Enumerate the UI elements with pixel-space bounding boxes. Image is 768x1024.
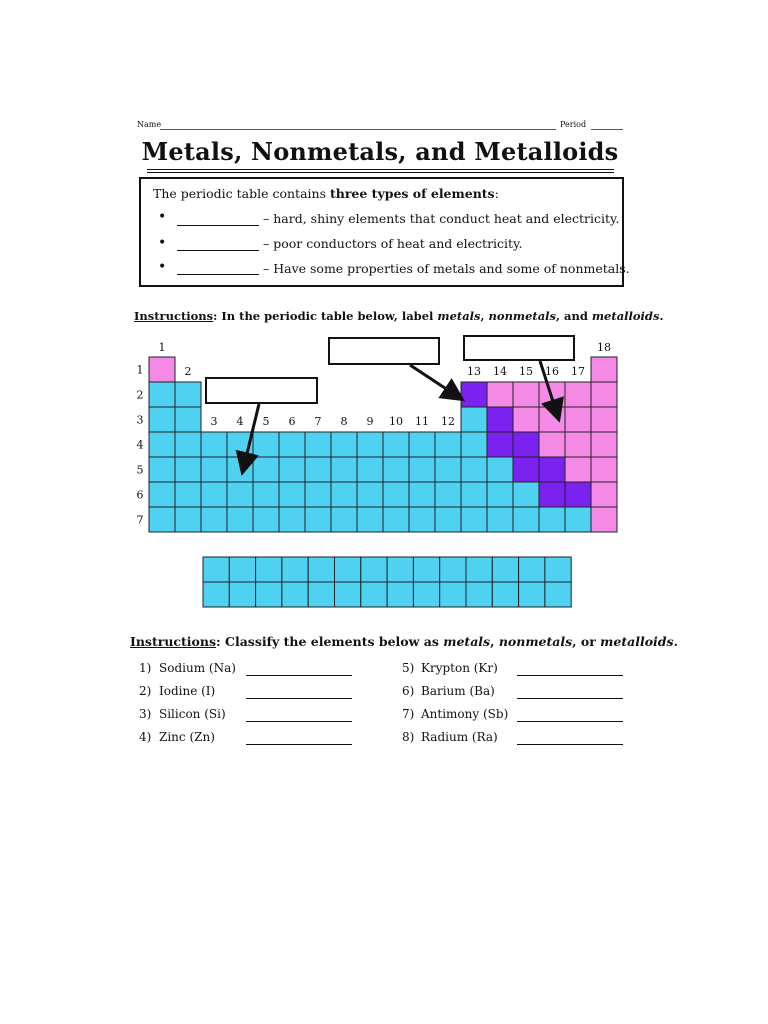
element-cell-nonmetal (591, 457, 617, 482)
element-cell-metal (487, 457, 513, 482)
f-block-cell (466, 582, 492, 607)
element-cell-metal (539, 507, 565, 532)
group-label: 4 (236, 415, 244, 428)
element-cell-metalloid (513, 432, 539, 457)
element-cell-nonmetal (487, 382, 513, 407)
f-block-cell (335, 582, 361, 607)
group-label: 8 (340, 415, 348, 428)
element-cell-nonmetal (591, 407, 617, 432)
period-label: 2 (136, 388, 144, 402)
element-cell-nonmetal (149, 357, 175, 382)
answer-line[interactable] (246, 736, 352, 745)
element-cell-metalloid (539, 457, 565, 482)
element-cell-metal (227, 507, 253, 532)
element-cell-metal (487, 482, 513, 507)
instructions-label: Instructions: Classify the elements below as metals, nonmetals, or metalloids. (130, 634, 678, 649)
element-cell-metal (383, 432, 409, 457)
answer-line[interactable] (517, 667, 623, 676)
group-label: 5 (262, 415, 270, 428)
bullet-dot: • (158, 259, 167, 275)
answer-line[interactable] (517, 690, 623, 699)
question-text: Sodium (Na) (159, 661, 236, 675)
element-cell-metalloid (539, 482, 565, 507)
group-label: 7 (314, 415, 322, 428)
element-cell-nonmetal (513, 382, 539, 407)
question-text: Silicon (Si) (159, 707, 226, 721)
element-cell-metal (461, 457, 487, 482)
element-cell-metal (383, 457, 409, 482)
element-cell-metal (149, 507, 175, 532)
group-label: 3 (210, 415, 218, 428)
element-cell-nonmetal (591, 507, 617, 532)
element-cell-metal (253, 482, 279, 507)
group-label: 10 (389, 415, 403, 428)
element-cell-metal (227, 482, 253, 507)
period-label: Period (560, 120, 587, 129)
types-intro: The periodic table contains three types of elements: (153, 186, 499, 201)
element-cell-nonmetal (565, 407, 591, 432)
element-cell-metal (331, 457, 357, 482)
f-block-cell (256, 582, 282, 607)
name-label: Name (137, 120, 162, 129)
group-label: 11 (415, 415, 429, 428)
f-block-cell (361, 582, 387, 607)
element-cell-nonmetal (565, 457, 591, 482)
f-block-cell (466, 557, 492, 582)
element-cell-metal (305, 432, 331, 457)
element-cell-nonmetal (513, 407, 539, 432)
period-label: 6 (136, 488, 144, 502)
f-block-cell (203, 582, 229, 607)
element-cell-metal (279, 507, 305, 532)
element-cell-metal (279, 432, 305, 457)
label-box-metalloids[interactable] (463, 335, 575, 361)
element-cell-nonmetal (591, 432, 617, 457)
element-cell-metal (435, 432, 461, 457)
element-cell-metal (201, 457, 227, 482)
element-cell-metal (149, 432, 175, 457)
question-number: 7) (402, 707, 415, 721)
element-cell-metal (513, 507, 539, 532)
element-cell-metalloid (461, 382, 487, 407)
element-cell-metal (175, 457, 201, 482)
instructions-label: Instructions: In the periodic table below, label metals, nonmetals, and metalloids. (134, 309, 664, 323)
element-cell-metal (383, 507, 409, 532)
f-block-cell (440, 557, 466, 582)
element-cell-metal (383, 482, 409, 507)
period-label: 5 (136, 463, 144, 477)
element-cell-metalloid (513, 457, 539, 482)
group-label: 17 (571, 365, 585, 378)
f-block-cell (413, 582, 439, 607)
element-cell-metal (331, 432, 357, 457)
element-cell-nonmetal (539, 407, 565, 432)
element-cell-metal (253, 507, 279, 532)
f-block-cell (387, 557, 413, 582)
element-cell-metal (149, 457, 175, 482)
answer-line[interactable] (517, 736, 623, 745)
group-label: 15 (519, 365, 533, 378)
element-cell-metal (461, 407, 487, 432)
element-cell-metal (513, 482, 539, 507)
bullet-text: – poor conductors of heat and electricity. (263, 236, 523, 251)
element-cell-metal (461, 507, 487, 532)
element-cell-metalloid (487, 407, 513, 432)
question-number: 1) (139, 661, 152, 675)
element-cell-nonmetal (591, 482, 617, 507)
f-block-cell (413, 557, 439, 582)
question-number: 4) (139, 730, 152, 744)
period-label: 3 (136, 413, 144, 427)
element-cell-metal (305, 507, 331, 532)
page-title: Metals, Nonmetals, and Metalloids (141, 137, 619, 166)
element-cell-metal (435, 457, 461, 482)
arrow-to-metalloids (410, 365, 460, 398)
question-number: 2) (139, 684, 152, 698)
element-cell-metal (279, 457, 305, 482)
group-label: 18 (597, 341, 611, 354)
element-cell-metal (175, 482, 201, 507)
element-cell-nonmetal (565, 382, 591, 407)
question-text: Krypton (Kr) (421, 661, 498, 675)
element-cell-nonmetal (591, 357, 617, 382)
element-cell-metal (461, 482, 487, 507)
question-number: 8) (402, 730, 415, 744)
f-block-cell (335, 557, 361, 582)
question-number: 6) (402, 684, 415, 698)
question-text: Iodine (I) (159, 684, 216, 698)
f-block-cell (308, 582, 334, 607)
group-label: 16 (545, 365, 559, 378)
question-text: Antimony (Sb) (421, 707, 509, 721)
element-cell-metal (201, 507, 227, 532)
f-block-cell (282, 582, 308, 607)
element-cell-metal (357, 507, 383, 532)
element-cell-metal (461, 432, 487, 457)
period-label: 4 (136, 438, 144, 452)
element-cell-metal (175, 407, 201, 432)
f-block-cell (519, 582, 545, 607)
period-label: 1 (136, 363, 144, 377)
element-cell-metalloid (565, 482, 591, 507)
f-block-cell (440, 582, 466, 607)
bullet-dot: • (158, 235, 167, 251)
element-cell-metal (175, 382, 201, 407)
f-block-cell (545, 582, 571, 607)
element-cell-metal (201, 432, 227, 457)
f-block-cell (308, 557, 334, 582)
element-cell-metal (227, 457, 253, 482)
element-cell-metal (149, 382, 175, 407)
element-cell-metalloid (487, 432, 513, 457)
element-cell-nonmetal (539, 432, 565, 457)
element-cell-metal (253, 457, 279, 482)
question-text: Barium (Ba) (421, 684, 495, 698)
bullet-text: – hard, shiny elements that conduct heat and electricity. (263, 211, 620, 226)
element-cell-metal (305, 482, 331, 507)
group-label: 2 (184, 365, 192, 378)
element-cell-metal (331, 482, 357, 507)
f-block-cell (282, 557, 308, 582)
f-block-cell (229, 582, 255, 607)
question-number: 3) (139, 707, 152, 721)
element-cell-metal (409, 432, 435, 457)
group-label: 13 (467, 365, 481, 378)
element-cell-metal (305, 457, 331, 482)
element-cell-nonmetal (591, 382, 617, 407)
label-box-nonmetals[interactable] (328, 337, 440, 365)
element-cell-metal (149, 482, 175, 507)
element-cell-metal (279, 482, 305, 507)
element-cell-metal (331, 507, 357, 532)
f-block-cell (203, 557, 229, 582)
element-cell-metal (253, 432, 279, 457)
f-block-cell (256, 557, 282, 582)
group-label: 14 (493, 365, 507, 378)
element-cell-metal (175, 507, 201, 532)
element-cell-metal (565, 507, 591, 532)
f-block-cell (229, 557, 255, 582)
element-cell-metal (409, 482, 435, 507)
answer-line[interactable] (246, 690, 352, 699)
question-text: Zinc (Zn) (159, 730, 215, 744)
element-cell-metal (409, 457, 435, 482)
label-box-metals[interactable] (205, 377, 318, 404)
element-cell-metal (357, 432, 383, 457)
answer-line[interactable] (246, 713, 352, 722)
element-cell-metal (357, 457, 383, 482)
f-block-cell (361, 557, 387, 582)
element-cell-metal (435, 482, 461, 507)
element-cell-metal (175, 432, 201, 457)
f-block-cell (519, 557, 545, 582)
group-label: 9 (366, 415, 374, 428)
element-cell-metal (357, 482, 383, 507)
group-label: 12 (441, 415, 455, 428)
f-block-cell (545, 557, 571, 582)
element-cell-metal (435, 507, 461, 532)
bullet-dot: • (158, 209, 167, 225)
f-block-cell (492, 582, 518, 607)
element-cell-nonmetal (565, 432, 591, 457)
answer-line[interactable] (246, 667, 352, 676)
f-block-cell (387, 582, 413, 607)
element-cell-metal (201, 482, 227, 507)
question-number: 5) (402, 661, 415, 675)
bullet-text: – Have some properties of metals and some of nonmetals. (263, 261, 630, 276)
answer-line[interactable] (517, 713, 623, 722)
group-label: 1 (158, 341, 166, 354)
question-text: Radium (Ra) (421, 730, 498, 744)
element-cell-metal (487, 507, 513, 532)
element-cell-metal (149, 407, 175, 432)
period-label: 7 (136, 513, 144, 527)
group-label: 6 (288, 415, 296, 428)
element-cell-metal (409, 507, 435, 532)
f-block-cell (492, 557, 518, 582)
